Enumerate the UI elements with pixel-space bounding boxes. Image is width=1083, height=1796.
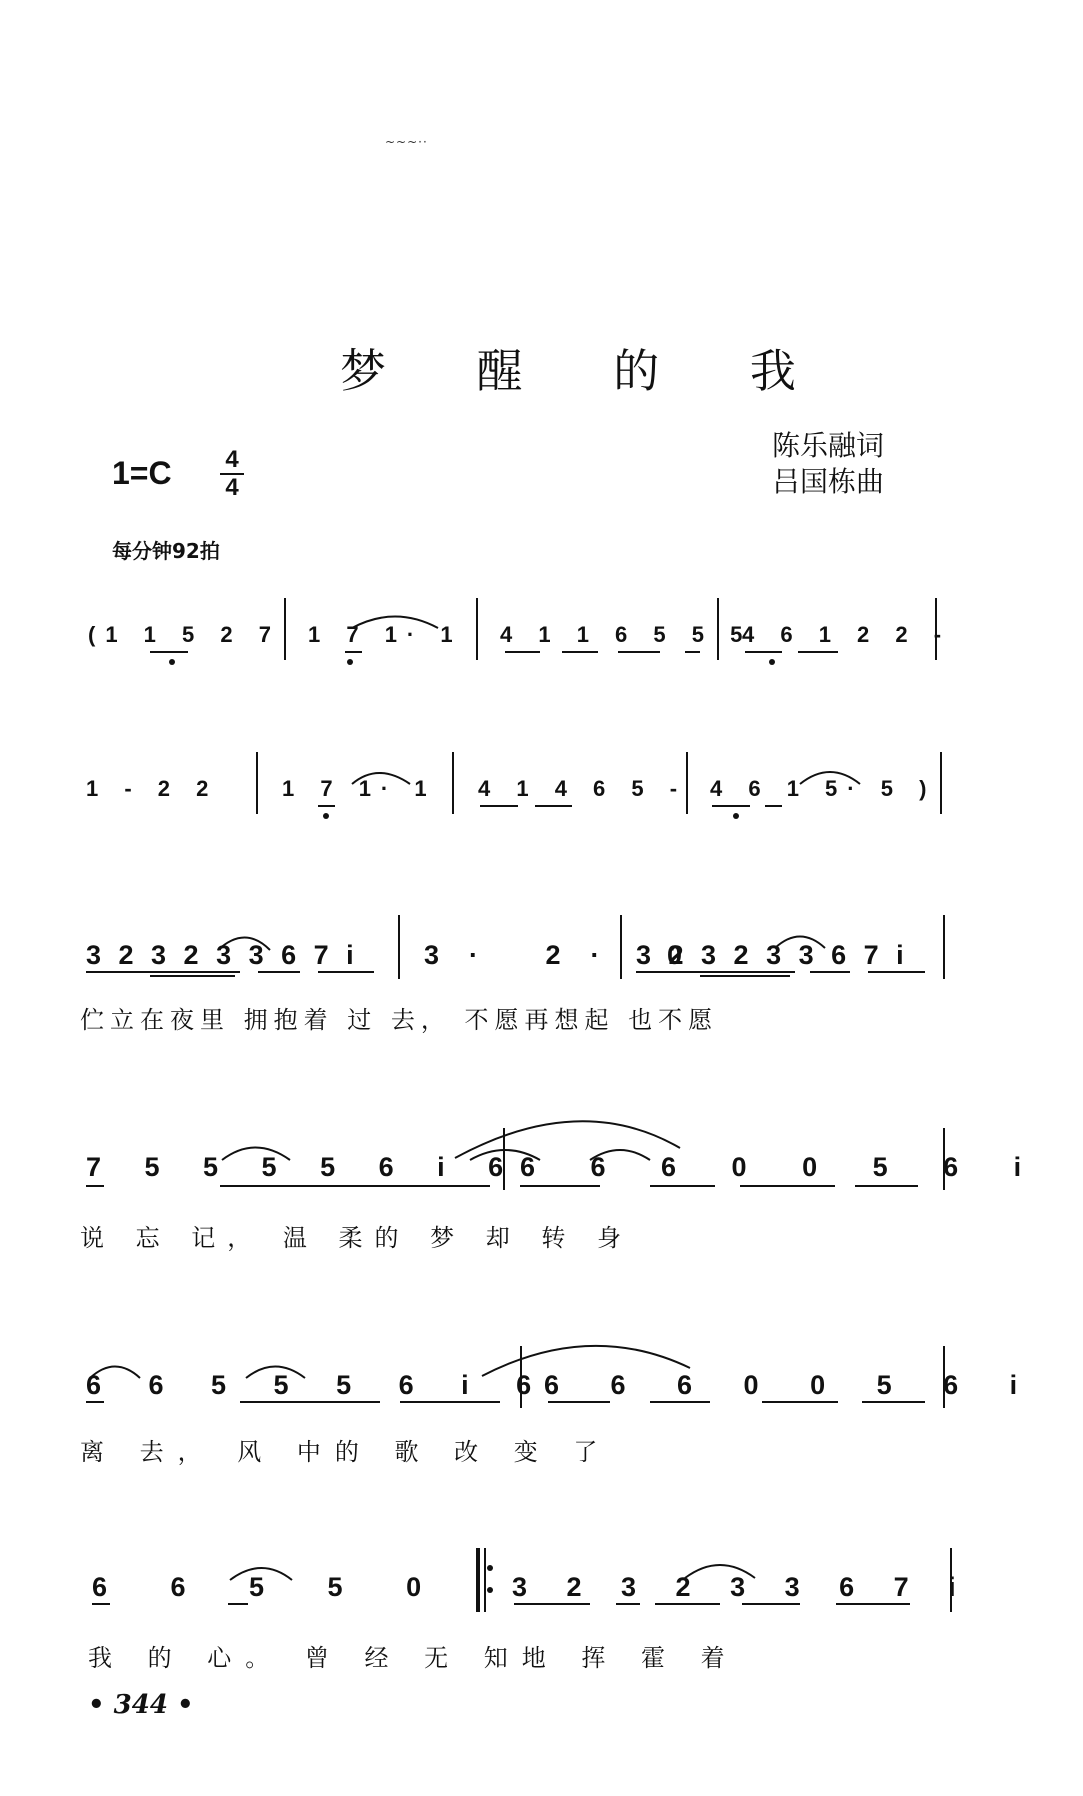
line5-measure-1: 6 6 5 5 5 6 i 6 bbox=[86, 1370, 552, 1400]
line6-measure-1: 6 6 5 5 0 bbox=[92, 1572, 450, 1602]
line5-lyrics: 离 去， 风 中的 歌 改 变 了 bbox=[80, 1438, 612, 1466]
stray-mark: ~~~·· bbox=[385, 135, 428, 149]
time-sig-top: 4 bbox=[225, 446, 239, 473]
intro1-measure-4: 4 6 1 2 2 - bbox=[742, 622, 952, 647]
intro1-measure-3: 4 1 1 6 5 5 5 bbox=[500, 622, 753, 647]
line4-measure-1: 7 5 5 5 5 6 i 6 bbox=[86, 1152, 522, 1182]
line3-measure-1: 3 2 3 2 3 3 6 7 i bbox=[86, 940, 359, 970]
intro2-measure-3: 4 1 4 6 5 - bbox=[478, 776, 688, 801]
line5-measure-2: 6 6 6 0 0 5 6 i bbox=[544, 1370, 1040, 1400]
intro2-measure-2: 1 7 1· 1 bbox=[282, 776, 437, 801]
intro1-measure-1: (1 1 5 2 7 bbox=[88, 622, 281, 647]
song-title: 梦 醒 的 我 bbox=[340, 344, 834, 398]
intro2-measure-1: 1 - 2 2 bbox=[86, 776, 219, 801]
line6-lyrics: 我 的 心。 曾 经 无 知地 挥 霍 着 bbox=[88, 1644, 739, 1672]
time-sig-bottom: 4 bbox=[225, 474, 239, 501]
page-number: • 344 • bbox=[88, 1690, 194, 1720]
lyricist: 陈乐融词 bbox=[772, 429, 885, 462]
line4-lyrics: 说 忘 记， 温 柔的 梦 却 转 身 bbox=[80, 1224, 634, 1252]
line6-measure-2: 3 2 3 2 3 3 6 7 i bbox=[512, 1572, 972, 1602]
tempo-marking: 每分钟92拍 bbox=[112, 539, 220, 563]
line3-lyrics: 伫立在夜里 拥抱着 过 去， 不愿再想起 也不愿 bbox=[80, 1006, 719, 1034]
intro1-measure-2: 1 7 1· 1 bbox=[308, 622, 463, 647]
line4-measure-2: 6 6 6 0 0 5 6 i bbox=[520, 1152, 1046, 1182]
composer: 吕国栋曲 bbox=[772, 465, 885, 498]
key-signature: 1=C bbox=[112, 455, 172, 491]
intro2-measure-4: 4 6 1 5· 5 ) bbox=[710, 776, 937, 801]
line3-measure-3: 3 2 3 2 3 3 6 7 i bbox=[636, 940, 909, 970]
line3-measure-2: 3· 2· 0 bbox=[424, 940, 713, 970]
